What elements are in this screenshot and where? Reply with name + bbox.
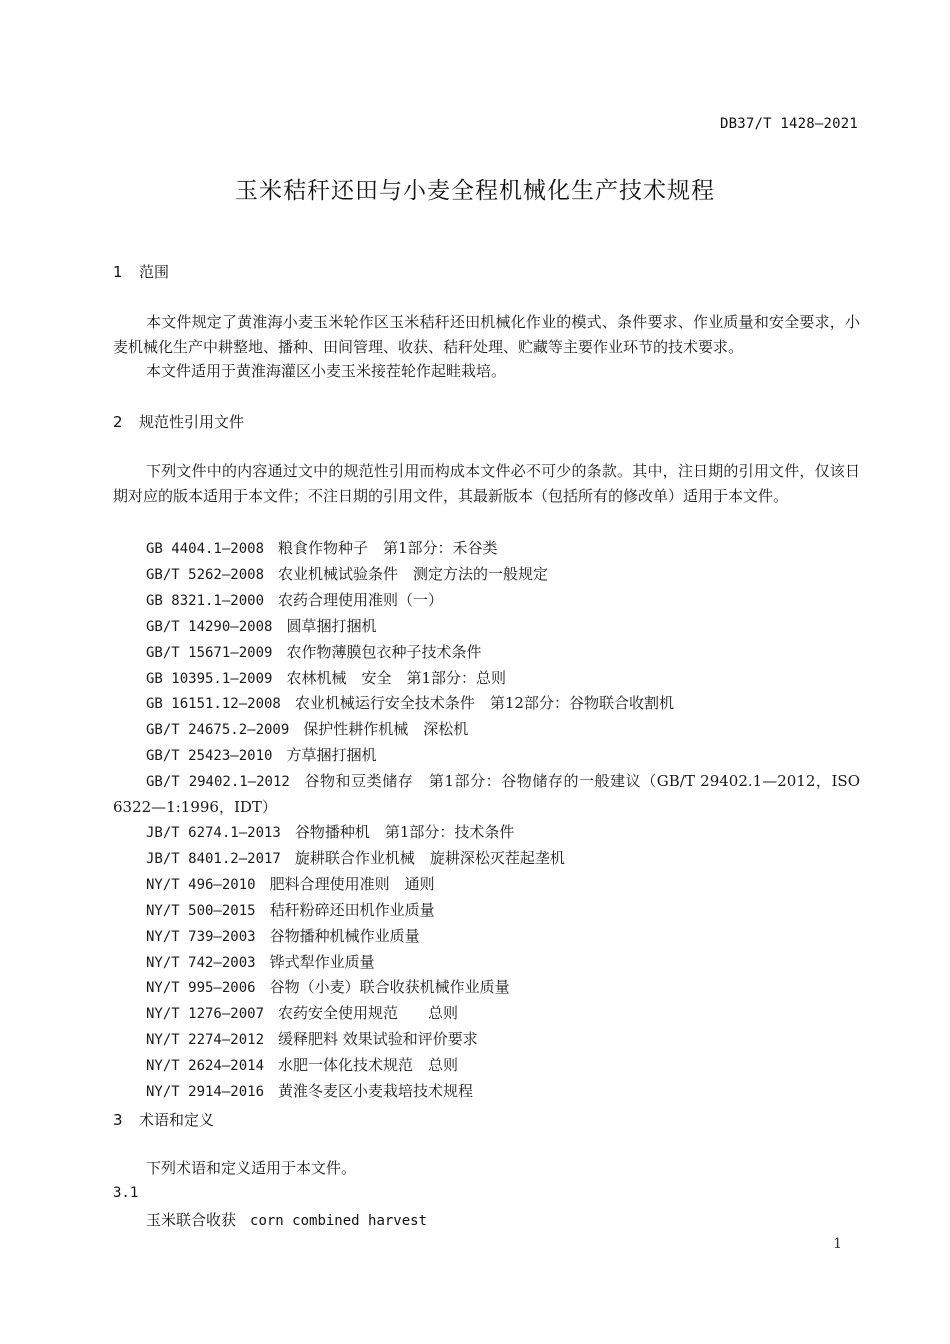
reference-code: NY/T 2914—2016 bbox=[146, 1084, 265, 1101]
reference-code: GB 8321.1—2000 bbox=[146, 592, 265, 609]
reference-title: 缓释肥料 效果试验和评价要求 bbox=[278, 1030, 478, 1049]
reference-code: JB/T 8401.2—2017 bbox=[146, 850, 281, 867]
section-title: 规范性引用文件 bbox=[139, 413, 245, 431]
reference-title: 谷物（小麦）联合收获机械作业质量 bbox=[269, 978, 510, 997]
reference-item bbox=[113, 769, 860, 820]
reference-item bbox=[113, 588, 873, 614]
reference-list bbox=[113, 536, 873, 1105]
section-number: 1 bbox=[113, 263, 123, 281]
reference-code: NY/T 1276—2007 bbox=[146, 1006, 265, 1023]
term-english: corn combined harvest bbox=[250, 1213, 428, 1229]
reference-item bbox=[113, 666, 873, 692]
paragraph: 本文件规定了黄淮海小麦玉米轮作区玉米秸秆还田机械化作业的模式、条件要求、作业质量和安全要求，小麦机械化生产中耕整地、播种、田间管理、收获、秸秆处理、贮藏等主要作业环节的技术要求。 bbox=[113, 313, 860, 356]
term-number: 3.1 bbox=[113, 1185, 139, 1201]
reference-item bbox=[113, 1001, 873, 1027]
reference-code: GB 16151.12—2008 bbox=[146, 696, 281, 713]
reference-item bbox=[113, 1027, 873, 1053]
reference-code: GB 10395.1—2009 bbox=[146, 670, 273, 687]
page-number: 1 bbox=[833, 1236, 842, 1252]
reference-item bbox=[113, 898, 873, 924]
reference-code: GB/T 25423—2010 bbox=[146, 748, 273, 765]
reference-title: 铧式犁作业质量 bbox=[269, 952, 375, 971]
reference-code: NY/T 2624—2014 bbox=[146, 1058, 265, 1075]
reference-title: 谷物和豆类储存 第1部分：谷物储存的一般建议（GB/T 29402.1—2012，ISO 6322—1:1996，IDT） bbox=[113, 772, 860, 817]
reference-item bbox=[113, 924, 873, 950]
reference-title: 旋耕联合作业机械 旋耕深松灭茬起垄机 bbox=[294, 848, 565, 867]
reference-item bbox=[113, 975, 873, 1001]
reference-code: GB 4404.1—2008 bbox=[146, 541, 265, 557]
reference-item bbox=[113, 640, 873, 666]
section-1-heading bbox=[113, 261, 169, 282]
reference-code: NY/T 500—2015 bbox=[146, 902, 256, 919]
reference-item bbox=[113, 846, 873, 872]
reference-item bbox=[113, 562, 873, 588]
term-entry bbox=[146, 1209, 427, 1230]
reference-title: 谷物播种机械作业质量 bbox=[269, 926, 420, 945]
reference-item bbox=[113, 872, 873, 898]
reference-code: GB/T 15671—2009 bbox=[146, 644, 273, 661]
paragraph: 本文件适用于黄淮海灌区小麦玉米接茬轮作起畦栽培。 bbox=[146, 362, 507, 380]
term-chinese: 玉米联合收获 bbox=[146, 1211, 237, 1229]
paragraph: 下列文件中的内容通过文中的规范性引用而构成本文件必不可少的条款。其中，注日期的引用文件，仅该日期对应的版本适用于本文件；不注日期的引用文件，其最新版本（包括所有的修改单）适用于本文件。 bbox=[113, 462, 860, 505]
reference-item bbox=[113, 614, 873, 640]
reference-item bbox=[113, 691, 873, 717]
reference-item bbox=[113, 536, 873, 562]
reference-code: GB/T 5262—2008 bbox=[146, 566, 265, 583]
reference-code: NY/T 496—2010 bbox=[146, 876, 256, 893]
reference-title: 方草捆打捆机 bbox=[286, 746, 377, 765]
reference-item bbox=[113, 1053, 873, 1079]
reference-title: 圆草捆打捆机 bbox=[286, 616, 377, 635]
section-title: 术语和定义 bbox=[139, 1111, 215, 1129]
document-title: 玉米秸秆还田与小麦全程机械化生产技术规程 bbox=[235, 178, 715, 204]
reference-title: 农药安全使用规范 总则 bbox=[278, 1004, 459, 1023]
reference-title: 农业机械运行安全技术条件 第12部分：谷物联合收割机 bbox=[294, 694, 674, 713]
reference-title: 农林机械 安全 第1部分：总则 bbox=[286, 668, 506, 687]
reference-title: 农业机械试验条件 测定方法的一般规定 bbox=[278, 564, 549, 583]
reference-code: JB/T 6274.1—2013 bbox=[146, 824, 281, 841]
reference-title: 保护性耕作机械 深松机 bbox=[303, 720, 469, 739]
reference-title: 农作物薄膜包衣种子技术条件 bbox=[286, 642, 482, 661]
section-number: 2 bbox=[113, 413, 123, 431]
reference-code: NY/T 2274—2012 bbox=[146, 1032, 265, 1049]
reference-code: NY/T 995—2006 bbox=[146, 980, 256, 997]
reference-code: GB/T 14290—2008 bbox=[146, 618, 273, 635]
reference-title: 谷物播种机 第1部分：技术条件 bbox=[294, 822, 515, 841]
section-number: 3 bbox=[113, 1111, 123, 1129]
reference-item bbox=[113, 1079, 873, 1105]
paragraph: 下列术语和定义适用于本文件。 bbox=[146, 1159, 357, 1177]
reference-title: 秸秆粉碎还田机作业质量 bbox=[269, 900, 435, 919]
section-2-heading bbox=[113, 411, 244, 432]
reference-title: 肥料合理使用准则 通则 bbox=[269, 874, 435, 893]
reference-title: 水肥一体化技术规范 总则 bbox=[278, 1056, 459, 1075]
reference-title: 农药合理使用准则（一） bbox=[278, 590, 444, 609]
reference-title: 黄淮冬麦区小麦栽培技术规程 bbox=[278, 1082, 474, 1101]
reference-code: NY/T 742—2003 bbox=[146, 954, 256, 971]
reference-item bbox=[113, 743, 873, 769]
reference-item bbox=[113, 950, 873, 976]
reference-code: NY/T 739—2003 bbox=[146, 928, 256, 945]
reference-code: GB/T 29402.1—2012 bbox=[146, 774, 290, 791]
reference-item bbox=[113, 820, 873, 846]
standard-code: DB37/T 1428—2021 bbox=[719, 116, 858, 132]
reference-item bbox=[113, 717, 873, 743]
reference-title: 粮食作物种子 第1部分：禾谷类 bbox=[278, 539, 498, 557]
section-title: 范围 bbox=[139, 263, 170, 281]
reference-code: GB/T 24675.2—2009 bbox=[146, 722, 290, 739]
section-3-heading bbox=[113, 1109, 214, 1130]
